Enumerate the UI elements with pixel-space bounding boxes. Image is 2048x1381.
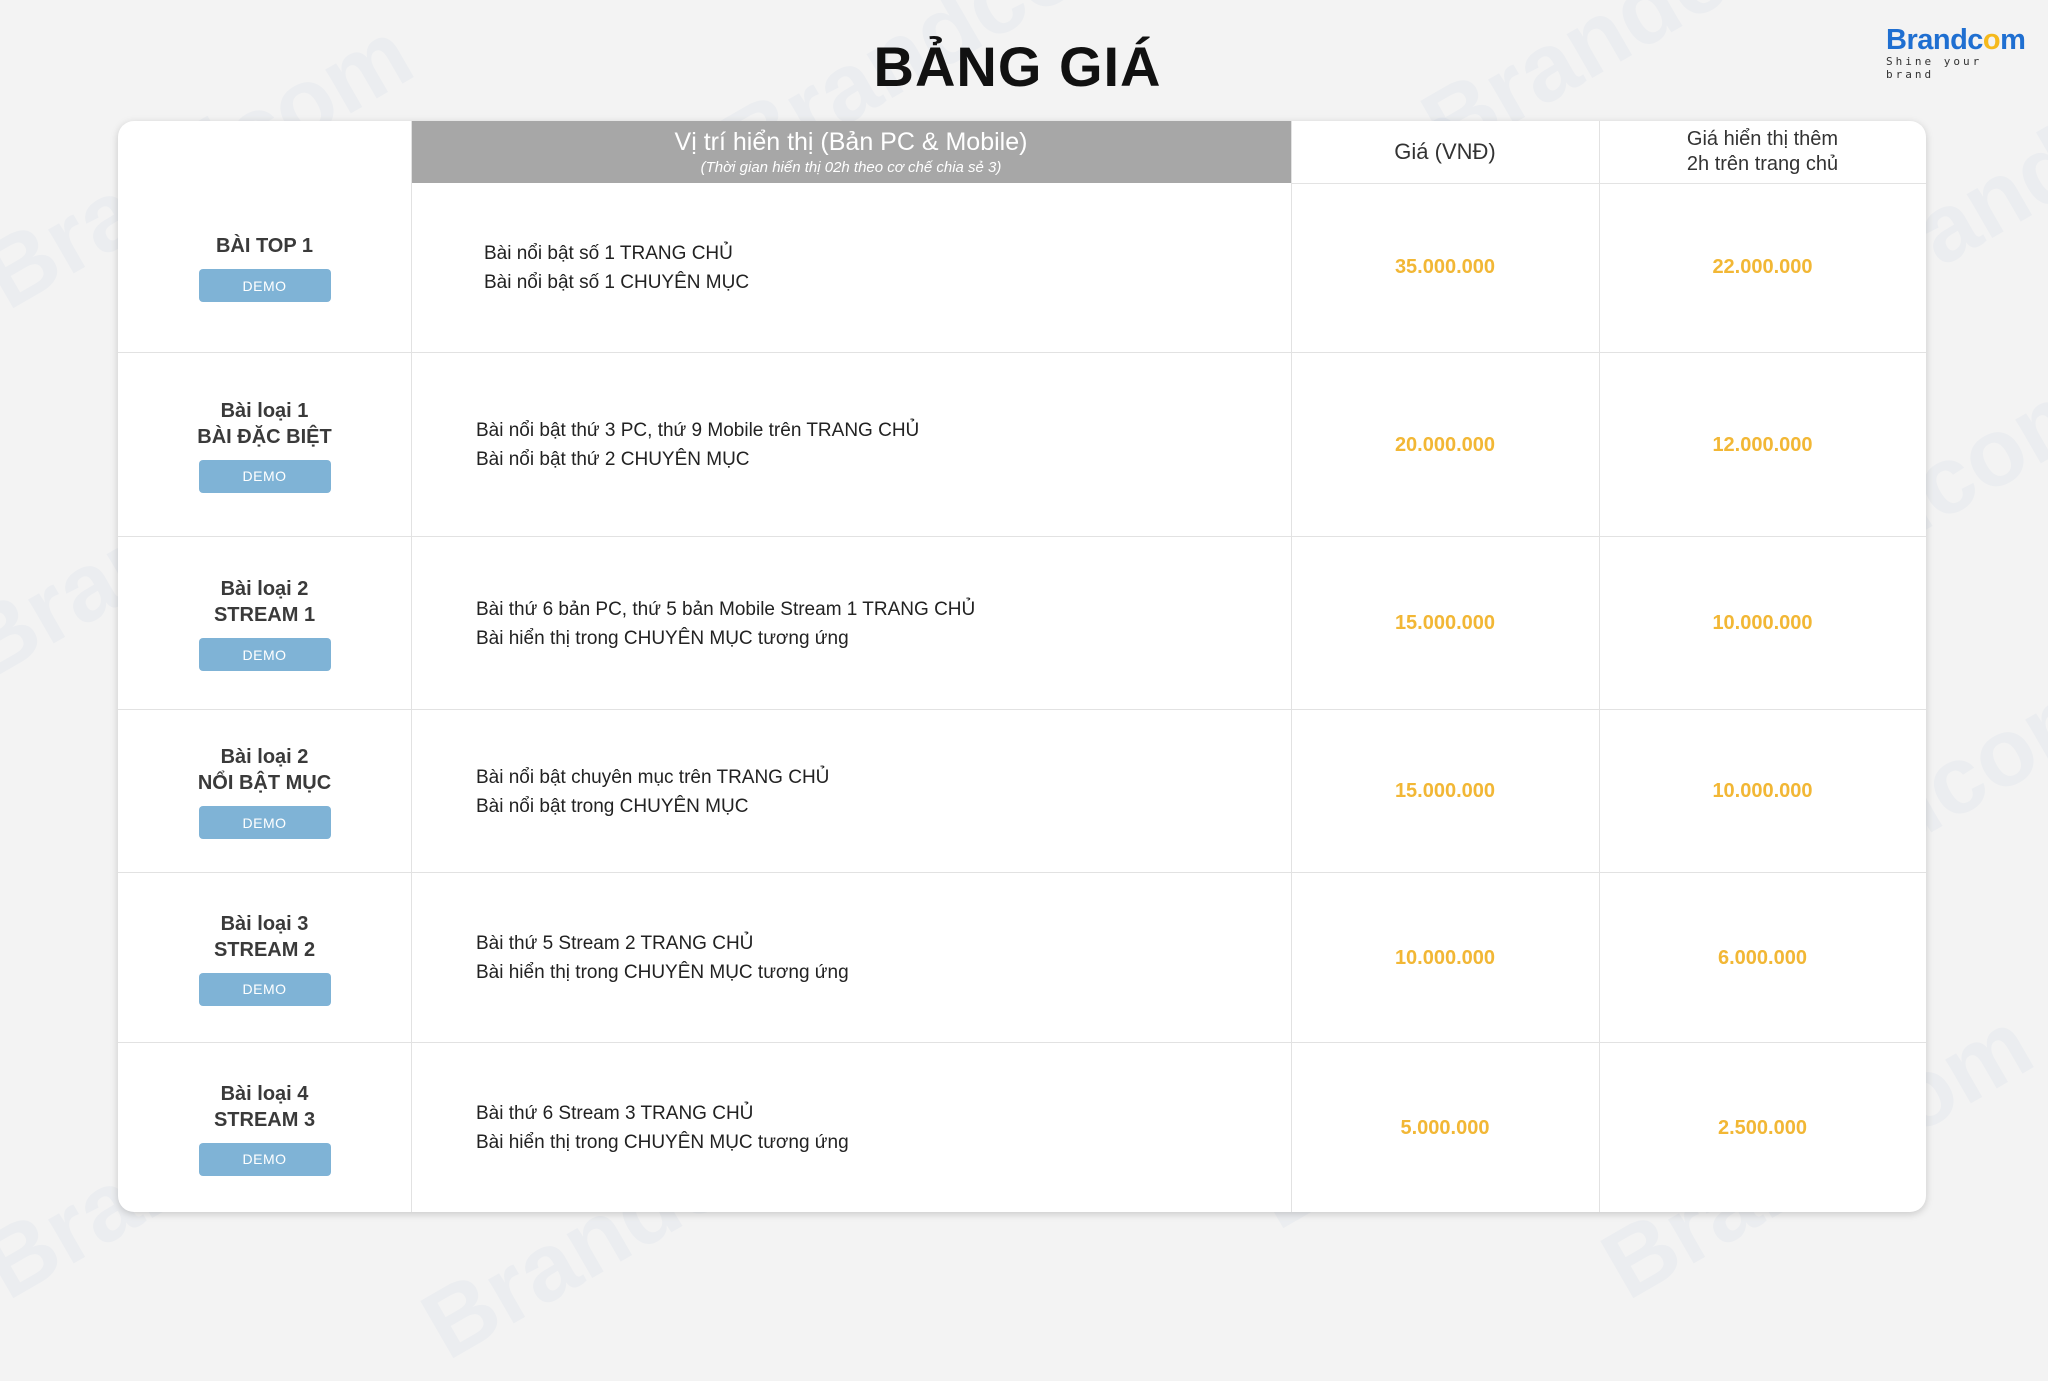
row-price: 5.000.000 [1400,1116,1490,1139]
price-table [118,121,1926,1212]
demo-button[interactable]: DEMO [199,269,331,302]
position-line: Bài nổi bật trong CHUYÊN MỤC [476,795,749,817]
row-name-sub: STREAM 2 [213,938,316,961]
demo-button[interactable]: DEMO [199,1143,331,1176]
brand-logo [1886,24,2026,81]
table-row [118,1042,1926,1212]
row-extra-price: 10.000.000 [1712,612,1813,634]
row-name: Bài loại 1 [220,399,309,422]
row-name-cell [118,353,411,537]
row-name-sub: STREAM 1 [213,604,316,626]
page-title: BẢNG GIÁ [873,35,1162,98]
logo-tagline: Shine your brand [1886,55,1983,81]
row-name-sub: BÀI ĐẶC BIỆT [197,425,332,448]
row-name-cell [118,537,411,710]
row-name: Bài loại 2 [220,746,309,768]
row-name-cell [118,1043,411,1212]
row-name: BÀI TOP 1 [215,235,314,257]
demo-button[interactable]: DEMO [199,460,331,493]
position-line: Bài nổi bật số 1 CHUYÊN MỤC [484,271,750,293]
position-line: Bài hiển thị trong CHUYÊN MỤC tương ứng [476,627,849,649]
position-line: Bài thứ 5 Stream 2 TRANG CHỦ [476,933,754,954]
row-price: 15.000.000 [1394,780,1496,802]
row-extra-price: 22.000.000 [1712,256,1813,278]
row-extra-price: 2.500.000 [1718,1116,1807,1139]
row-position [476,873,1276,1043]
row-position [476,183,1276,352]
header-position-subtitle: (Thời gian hiển thị 02h theo cơ chế chia sẻ 3) [700,159,1002,176]
header-price: Giá (VNĐ) [1291,121,1599,184]
row-name: Bài loại 4 [220,1082,309,1105]
position-line: Bài nổi bật số 1 TRANG CHỦ [484,242,733,264]
position-line: Bài thứ 6 bản PC, thứ 5 bản Mobile Stream 1 TRANG CHỦ [476,598,976,620]
row-extra-price: 12.000.000 [1712,433,1813,456]
table-row [118,183,1926,352]
position-line: Bài nổi bật thứ 2 CHUYÊN MỤC [476,449,750,470]
demo-button[interactable]: DEMO [199,638,331,671]
row-name-cell [118,183,411,352]
position-line: Bài hiển thị trong CHUYÊN MỤC tương ứng [476,962,849,983]
table-row [118,536,1926,710]
row-name: Bài loại 2 [220,578,309,600]
row-price: 20.000.000 [1394,433,1496,456]
row-name-cell [118,873,411,1043]
position-line: Bài thứ 6 Stream 3 TRANG CHỦ [476,1103,754,1124]
row-position [476,1043,1276,1212]
table-row [118,872,1926,1043]
header-position [411,121,1291,183]
header-position-title: Vị trí hiển thị (Bản PC & Mobile) [674,128,1028,156]
row-price: 35.000.000 [1394,256,1496,278]
row-position [476,710,1276,873]
row-price: 10.000.000 [1394,946,1496,969]
demo-button[interactable]: DEMO [199,973,331,1006]
row-name-cell [118,710,411,873]
position-line: Bài nổi bật thứ 3 PC, thứ 9 Mobile trên TRANG CHỦ [476,420,920,441]
row-extra-price: 6.000.000 [1718,946,1807,969]
header-extra-price: Giá hiển thị thêm 2h trên trang chủ [1599,121,1926,184]
row-name-sub: STREAM 3 [213,1108,316,1131]
row-position [476,537,1276,710]
logo-wordmark: Brandcom [1886,24,2026,56]
row-name: Bài loại 3 [220,912,309,935]
row-extra-price: 10.000.000 [1712,780,1813,802]
table-row [118,352,1926,537]
row-position [476,353,1276,537]
row-price: 15.000.000 [1394,612,1496,634]
position-line: Bài nổi bật chuyên mục trên TRANG CHỦ [476,766,830,788]
position-line: Bài hiển thị trong CHUYÊN MỤC tương ứng [476,1132,849,1153]
row-name-sub: NỔI BẬT MỤC [197,772,332,794]
table-row [118,709,1926,873]
demo-button[interactable]: DEMO [199,806,331,839]
